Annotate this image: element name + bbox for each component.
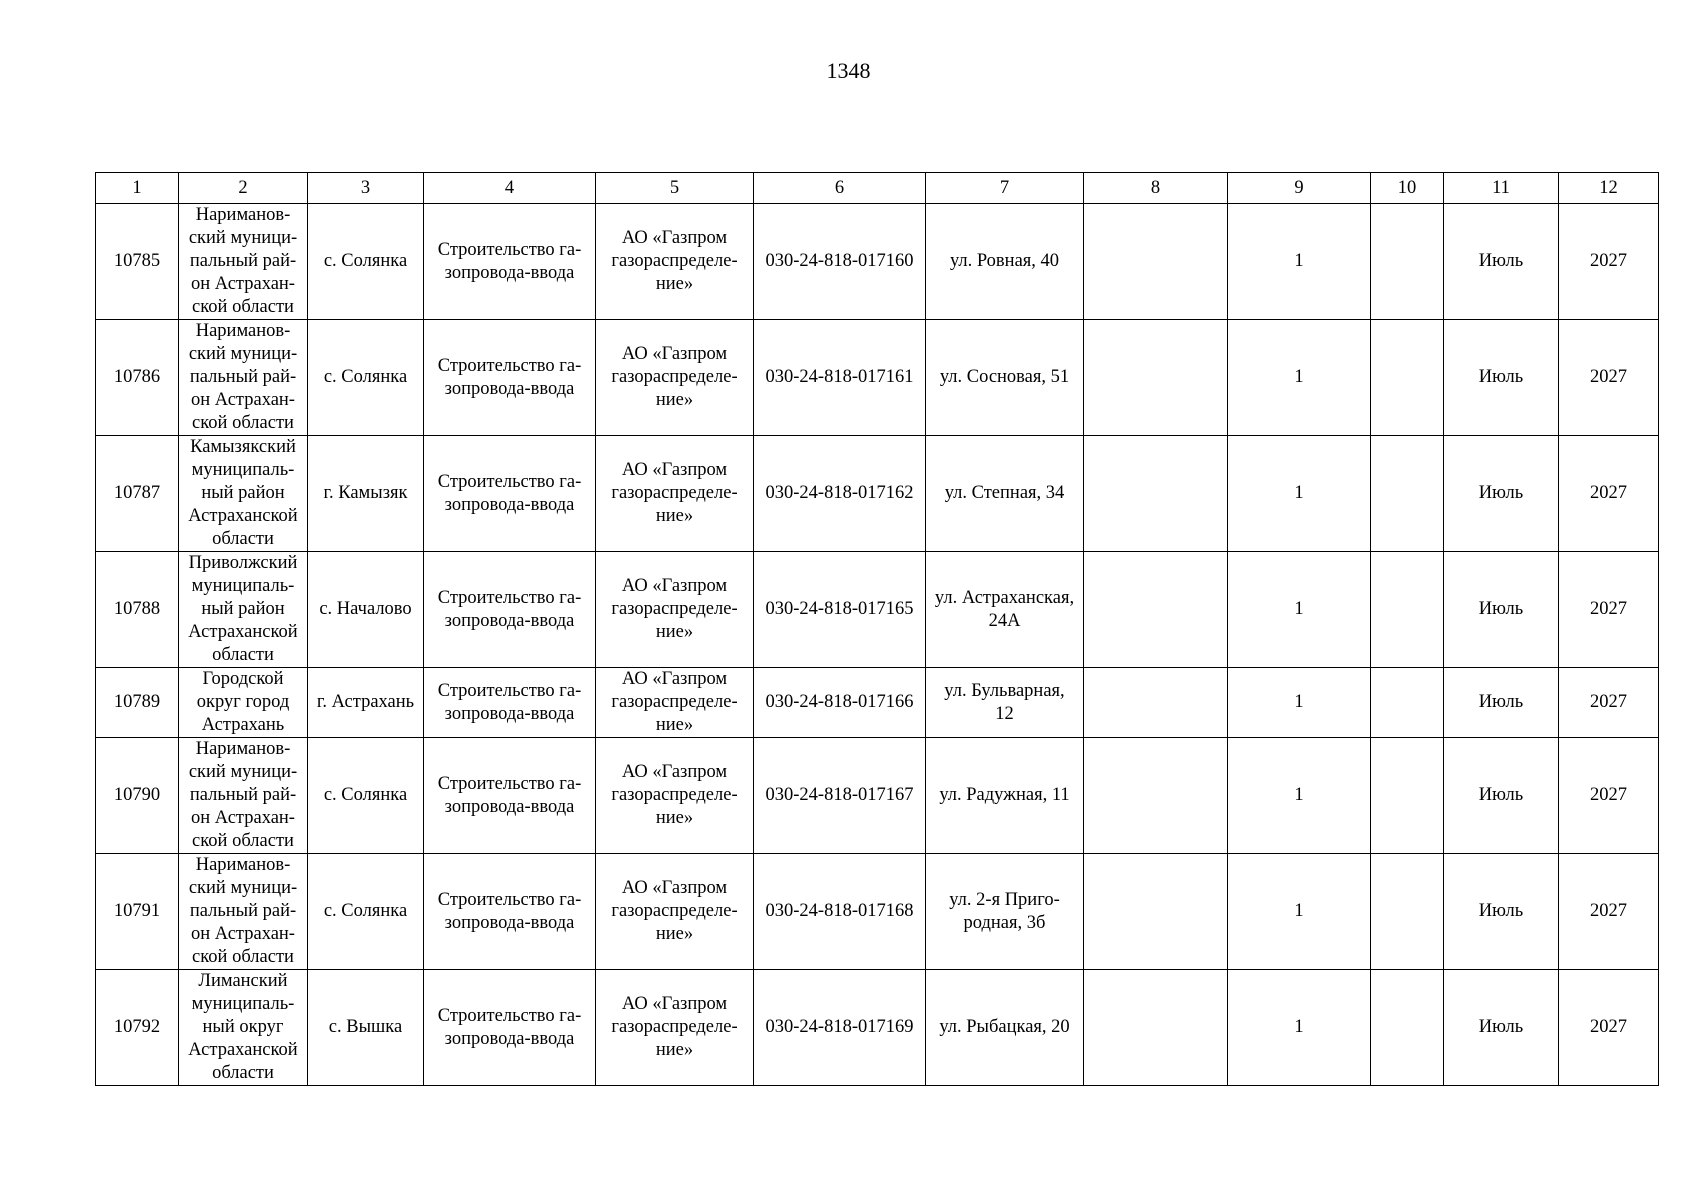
cell-line: зопровода-ввода	[444, 912, 575, 933]
cell-line: зопровода-ввода	[444, 610, 575, 631]
quantity-cell: 1	[1228, 436, 1371, 552]
settlement-cell: г. Камызяк	[308, 436, 424, 552]
year-cell: 2027	[1559, 436, 1659, 552]
address-cell	[926, 668, 1084, 738]
district-cell	[179, 436, 308, 552]
row-id-cell: 10786	[96, 320, 179, 436]
cell-line: АО «Газпром	[621, 228, 728, 248]
year-cell: 2027	[1559, 854, 1659, 970]
cell-line: ный район	[201, 483, 285, 503]
cell-line: области	[212, 1063, 274, 1083]
organization-cell	[596, 668, 754, 738]
page-number: 1348	[826, 58, 871, 83]
cell-line: Приволжский	[188, 553, 298, 573]
quantity-cell: 1	[1228, 552, 1371, 668]
object-code-cell: 030-24-818-017166	[754, 668, 926, 738]
cell-line: он Астрахан-	[191, 390, 295, 410]
cell-line: пальный рай-	[189, 367, 297, 387]
cell-line: ние»	[655, 924, 694, 944]
cell-line: газораспределе-	[611, 599, 738, 619]
cell-line: области	[212, 645, 274, 665]
cell-line: Астраханской	[188, 1040, 298, 1060]
district-cell	[179, 552, 308, 668]
column-8-cell	[1084, 204, 1228, 320]
column-number-cell: 7	[926, 173, 1084, 204]
quantity-cell: 1	[1228, 204, 1371, 320]
address-cell	[926, 854, 1084, 970]
cell-line: ул. Степная, 34	[944, 483, 1065, 503]
column-10-cell	[1371, 436, 1444, 552]
settlement-cell: с. Началово	[308, 552, 424, 668]
year-cell: 2027	[1559, 970, 1659, 1086]
cell-line: ный район	[201, 599, 285, 619]
cell-line: он Астрахан-	[191, 924, 295, 944]
year-cell: 2027	[1559, 204, 1659, 320]
object-code-cell: 030-24-818-017162	[754, 436, 926, 552]
work-type-cell	[424, 436, 596, 552]
cell-line: газораспределе-	[611, 483, 738, 503]
cell-line: Нариманов-	[195, 855, 291, 875]
work-type-cell	[424, 204, 596, 320]
cell-line: пальный рай-	[189, 901, 297, 921]
district-cell	[179, 668, 308, 738]
cell-line: муниципаль-	[191, 460, 295, 480]
column-8-cell	[1084, 854, 1228, 970]
cell-line: ный округ	[202, 1017, 284, 1037]
cell-line: пальный рай-	[189, 785, 297, 805]
row-id-cell: 10785	[96, 204, 179, 320]
year-cell: 2027	[1559, 668, 1659, 738]
cell-line: Строительство га-	[437, 239, 582, 260]
month-cell: Июль	[1444, 552, 1559, 668]
cell-line: ул. 2-я Приго-	[949, 889, 1060, 910]
cell-line: Астрахань	[201, 715, 285, 735]
cell-line: АО «Газпром	[621, 878, 728, 898]
column-8-cell	[1084, 320, 1228, 436]
settlement-cell: с. Вышка	[308, 970, 424, 1086]
column-number-cell: 5	[596, 173, 754, 204]
organization-cell	[596, 854, 754, 970]
settlement-cell: с. Солянка	[308, 320, 424, 436]
cell-line: ской области	[192, 831, 294, 851]
object-code-cell: 030-24-818-017161	[754, 320, 926, 436]
cell-line: 12	[995, 703, 1014, 724]
settlement-cell: с. Солянка	[308, 204, 424, 320]
quantity-cell: 1	[1228, 854, 1371, 970]
cell-line: ский муници-	[188, 228, 298, 248]
row-id-cell: 10788	[96, 552, 179, 668]
column-number-cell: 8	[1084, 173, 1228, 204]
cell-line: ние»	[655, 715, 694, 735]
quantity-cell: 1	[1228, 320, 1371, 436]
work-type-cell	[424, 320, 596, 436]
column-number-cell: 9	[1228, 173, 1371, 204]
column-number-cell: 10	[1371, 173, 1444, 204]
row-id-cell: 10789	[96, 668, 179, 738]
row-id-cell: 10792	[96, 970, 179, 1086]
quantity-cell: 1	[1228, 738, 1371, 854]
organization-cell	[596, 320, 754, 436]
address-cell	[926, 738, 1084, 854]
month-cell: Июль	[1444, 854, 1559, 970]
month-cell: Июль	[1444, 204, 1559, 320]
cell-line: зопровода-ввода	[444, 703, 575, 724]
column-number-cell: 4	[424, 173, 596, 204]
cell-line: ской области	[192, 297, 294, 317]
cell-line: ский муници-	[188, 762, 298, 782]
table-row	[96, 970, 1659, 1086]
table-row	[96, 552, 1659, 668]
cell-line: газораспределе-	[611, 251, 738, 271]
cell-line: ние»	[655, 1040, 694, 1060]
work-type-cell	[424, 552, 596, 668]
cell-line: Строительство га-	[437, 773, 582, 794]
cell-line: Строительство га-	[437, 587, 582, 608]
cell-line: газораспределе-	[611, 367, 738, 387]
cell-line: Нариманов-	[195, 205, 291, 225]
cell-line: зопровода-ввода	[444, 378, 575, 399]
address-cell	[926, 552, 1084, 668]
column-10-cell	[1371, 970, 1444, 1086]
register-table	[95, 172, 1659, 1086]
month-cell: Июль	[1444, 970, 1559, 1086]
cell-line: Строительство га-	[437, 355, 582, 376]
column-10-cell	[1371, 552, 1444, 668]
cell-line: Нариманов-	[195, 321, 291, 341]
cell-line: Строительство га-	[437, 680, 582, 701]
cell-line: зопровода-ввода	[444, 262, 575, 283]
column-10-cell	[1371, 738, 1444, 854]
cell-line: ул. Ровная, 40	[949, 251, 1060, 271]
organization-cell	[596, 738, 754, 854]
district-cell	[179, 854, 308, 970]
work-type-cell	[424, 668, 596, 738]
column-10-cell	[1371, 204, 1444, 320]
cell-line: зопровода-ввода	[444, 494, 575, 515]
cell-line: АО «Газпром	[621, 460, 728, 480]
cell-line: АО «Газпром	[621, 576, 728, 596]
column-number-cell: 3	[308, 173, 424, 204]
cell-line: ние»	[655, 808, 694, 828]
object-code-cell: 030-24-818-017165	[754, 552, 926, 668]
address-cell	[926, 970, 1084, 1086]
organization-cell	[596, 204, 754, 320]
column-10-cell	[1371, 854, 1444, 970]
organization-cell	[596, 436, 754, 552]
cell-line: Строительство га-	[437, 1005, 582, 1026]
year-cell: 2027	[1559, 738, 1659, 854]
cell-line: он Астрахан-	[191, 274, 295, 294]
column-number-cell: 2	[179, 173, 308, 204]
quantity-cell: 1	[1228, 668, 1371, 738]
settlement-cell: с. Солянка	[308, 854, 424, 970]
object-code-cell: 030-24-818-017160	[754, 204, 926, 320]
row-id-cell: 10790	[96, 738, 179, 854]
object-code-cell: 030-24-818-017169	[754, 970, 926, 1086]
cell-line: ской области	[192, 947, 294, 967]
column-number-row	[96, 173, 1659, 204]
table-row	[96, 204, 1659, 320]
settlement-cell: г. Астрахань	[308, 668, 424, 738]
cell-line: ние»	[655, 506, 694, 526]
row-id-cell: 10787	[96, 436, 179, 552]
year-cell: 2027	[1559, 320, 1659, 436]
cell-line: ул. Бульварная,	[944, 680, 1065, 701]
column-8-cell	[1084, 738, 1228, 854]
quantity-cell: 1	[1228, 970, 1371, 1086]
cell-line: ул. Рыбацкая, 20	[939, 1017, 1070, 1037]
column-8-cell	[1084, 436, 1228, 552]
cell-line: Камызякский	[190, 437, 296, 457]
column-8-cell	[1084, 970, 1228, 1086]
object-code-cell: 030-24-818-017167	[754, 738, 926, 854]
year-cell: 2027	[1559, 552, 1659, 668]
address-cell	[926, 204, 1084, 320]
organization-cell	[596, 552, 754, 668]
cell-line: Строительство га-	[437, 471, 582, 492]
cell-line: газораспределе-	[611, 901, 738, 921]
work-type-cell	[424, 738, 596, 854]
column-8-cell	[1084, 668, 1228, 738]
cell-line: муниципаль-	[191, 994, 295, 1014]
table-row	[96, 738, 1659, 854]
cell-line: газораспределе-	[611, 1017, 738, 1037]
cell-line: муниципаль-	[191, 576, 295, 596]
cell-line: пальный рай-	[189, 251, 297, 271]
month-cell: Июль	[1444, 320, 1559, 436]
cell-line: АО «Газпром	[621, 762, 728, 782]
table-row	[96, 854, 1659, 970]
column-10-cell	[1371, 668, 1444, 738]
cell-line: ул. Астраханская,	[934, 587, 1075, 608]
month-cell: Июль	[1444, 738, 1559, 854]
row-id-cell: 10791	[96, 854, 179, 970]
cell-line: Астраханской	[188, 622, 298, 642]
cell-line: области	[212, 529, 274, 549]
column-8-cell	[1084, 552, 1228, 668]
column-number-cell: 11	[1444, 173, 1559, 204]
district-cell	[179, 738, 308, 854]
cell-line: Строительство га-	[437, 889, 582, 910]
cell-line: ние»	[655, 390, 694, 410]
cell-line: газораспределе-	[611, 692, 738, 712]
cell-line: зопровода-ввода	[444, 1028, 575, 1049]
work-type-cell	[424, 854, 596, 970]
cell-line: он Астрахан-	[191, 808, 295, 828]
month-cell: Июль	[1444, 668, 1559, 738]
table-row	[96, 320, 1659, 436]
district-cell	[179, 204, 308, 320]
table-row	[96, 436, 1659, 552]
district-cell	[179, 970, 308, 1086]
cell-line: ской области	[192, 413, 294, 433]
settlement-cell: с. Солянка	[308, 738, 424, 854]
cell-line: Городской	[202, 669, 284, 689]
cell-line: ул. Сосновая, 51	[939, 367, 1070, 387]
cell-line: ние»	[655, 622, 694, 642]
column-number-cell: 6	[754, 173, 926, 204]
cell-line: ние»	[655, 274, 694, 294]
cell-line: АО «Газпром	[621, 994, 728, 1014]
register-table-body	[96, 173, 1659, 1086]
cell-line: Нариманов-	[195, 739, 291, 759]
cell-line: Лиманский	[198, 971, 288, 991]
cell-line: АО «Газпром	[621, 344, 728, 364]
cell-line: округ город	[196, 692, 290, 712]
table-row	[96, 668, 1659, 738]
month-cell: Июль	[1444, 436, 1559, 552]
district-cell	[179, 320, 308, 436]
column-number-cell: 1	[96, 173, 179, 204]
cell-line: АО «Газпром	[621, 669, 728, 689]
address-cell	[926, 320, 1084, 436]
column-10-cell	[1371, 320, 1444, 436]
cell-line: ский муници-	[188, 344, 298, 364]
organization-cell	[596, 970, 754, 1086]
work-type-cell	[424, 970, 596, 1086]
cell-line: ул. Радужная, 11	[939, 785, 1070, 805]
cell-line: 24А	[988, 610, 1021, 631]
column-number-cell: 12	[1559, 173, 1659, 204]
cell-line: ский муници-	[188, 878, 298, 898]
object-code-cell: 030-24-818-017168	[754, 854, 926, 970]
address-cell	[926, 436, 1084, 552]
cell-line: Астраханской	[188, 506, 298, 526]
cell-line: зопровода-ввода	[444, 796, 575, 817]
cell-line: родная, 3б	[963, 912, 1046, 933]
cell-line: газораспределе-	[611, 785, 738, 805]
